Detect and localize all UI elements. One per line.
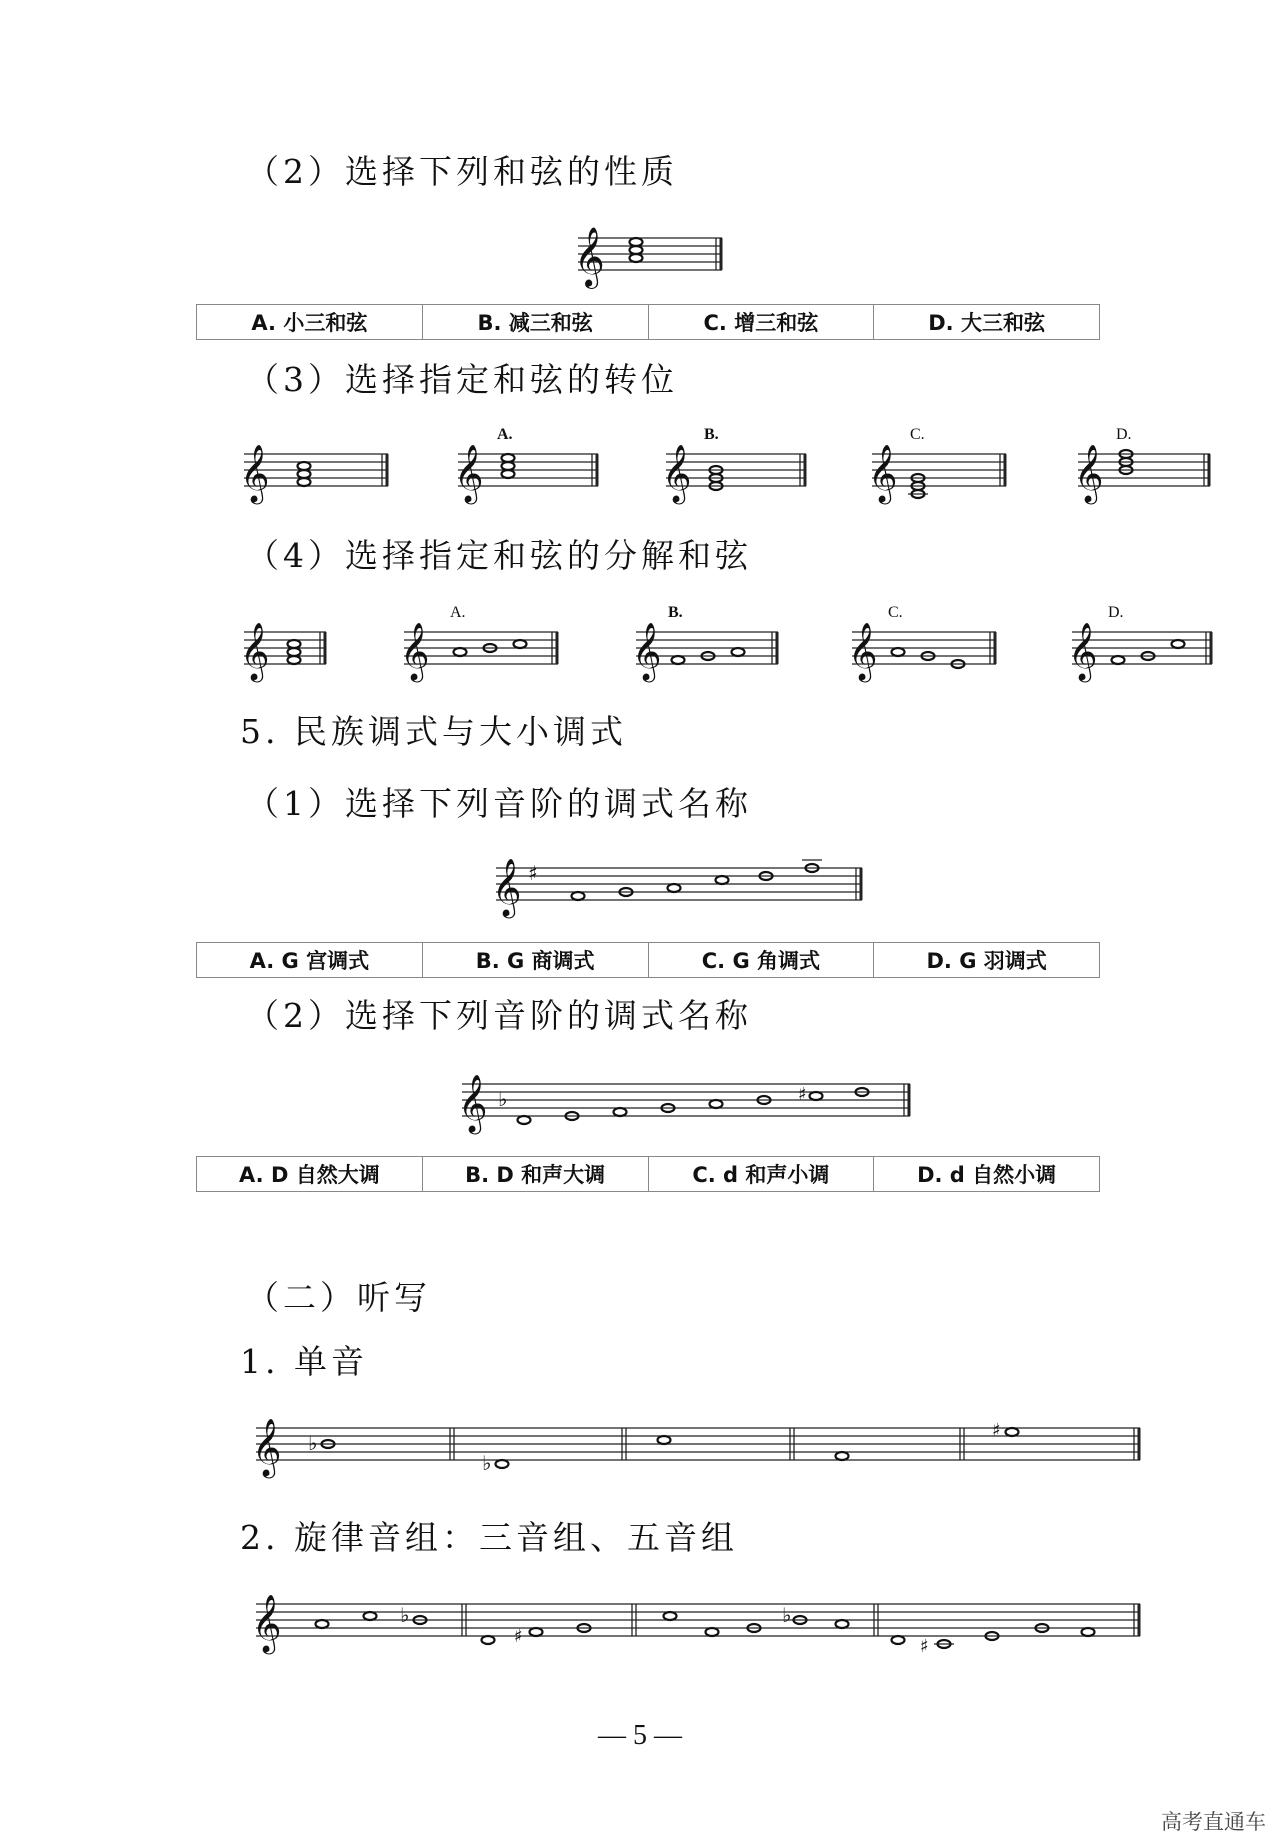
treble-clef-icon: 𝄞 [1068, 622, 1098, 680]
flat-icon: ♭ [400, 1603, 410, 1627]
option-label-a: A. [450, 604, 466, 621]
option-c[interactable]: C. d 和声小调 [648, 1157, 874, 1191]
option-c[interactable]: C. 增三和弦 [648, 305, 874, 339]
staff-broken-b[interactable] [630, 604, 790, 702]
heading-mode-2: （2）选择下列音阶的调式名称 [246, 996, 752, 1035]
sharp-icon: ♯ [514, 1626, 523, 1647]
staff-inversion-d[interactable] [1072, 426, 1222, 524]
heading-chord-quality: （2）选择下列和弦的性质 [246, 152, 678, 191]
treble-clef-icon: 𝄞 [400, 622, 430, 680]
option-d[interactable]: D. 大三和弦 [873, 305, 1099, 339]
staff-inversion-given [238, 440, 398, 510]
option-a[interactable]: A. D 自然大调 [239, 1163, 380, 1187]
treble-clef-icon: 𝄞 [868, 444, 898, 502]
heading-mode-1: （1）选择下列音阶的调式名称 [246, 784, 752, 823]
sharp-icon: ♯ [992, 1420, 1001, 1441]
treble-clef-icon: 𝄞 [240, 444, 270, 502]
mode2-options [196, 1156, 1100, 1192]
option-label-b: B. [704, 426, 719, 443]
option-d[interactable]: D. G 羽调式 [873, 943, 1099, 977]
option-b[interactable]: B. G 商调式 [422, 943, 648, 977]
option-label-d: D. [1108, 604, 1124, 621]
staff-broken-given [238, 618, 338, 688]
treble-clef-icon: 𝄞 [252, 1418, 282, 1476]
treble-clef-icon: 𝄞 [662, 444, 692, 502]
flat-icon: ♭ [782, 1603, 792, 1627]
flat-icon: ♭ [498, 1087, 508, 1111]
watermark: 高考直通车 [1161, 1810, 1266, 1834]
treble-clef-icon: 𝄞 [1074, 444, 1104, 502]
option-c[interactable]: C. G 角调式 [648, 943, 874, 977]
option-label-d: D. [1116, 426, 1132, 443]
option-d[interactable]: D. d 自然小调 [873, 1157, 1099, 1191]
staff-inversion-b[interactable] [660, 426, 820, 524]
heading-broken-chord: （4）选择指定和弦的分解和弦 [246, 536, 752, 575]
staff-broken-c[interactable] [846, 604, 1006, 702]
staff-inversion-c[interactable] [866, 426, 1026, 524]
staff-broken-a[interactable] [398, 604, 568, 702]
option-label-c: C. [888, 604, 903, 621]
staff-scale-d [456, 1066, 916, 1146]
treble-clef-icon: 𝄞 [458, 1074, 488, 1132]
treble-clef-icon: 𝄞 [848, 622, 878, 680]
sharp-icon: ♯ [798, 1084, 807, 1105]
mode1-options [196, 942, 1100, 978]
option-a[interactable]: A. G 宫调式 [249, 949, 370, 973]
option-label-c: C. [910, 426, 925, 443]
staff-chord-quality [570, 228, 730, 288]
option-b[interactable]: B. 减三和弦 [422, 305, 648, 339]
sharp-icon: ♯ [920, 1636, 929, 1657]
staff-inversion-a[interactable] [452, 426, 612, 524]
staff-single-notes [250, 1410, 1150, 1490]
treble-clef-icon: 𝄞 [454, 444, 484, 502]
option-a[interactable]: A. 小三和弦 [251, 311, 368, 335]
heading-single-note: 1. 单音 [240, 1342, 368, 1381]
treble-clef-icon: 𝄞 [492, 858, 522, 916]
option-label-b: B. [668, 604, 683, 621]
treble-clef-icon: 𝄞 [574, 227, 605, 287]
staff-scale-g [490, 850, 870, 930]
flat-icon: ♭ [482, 1451, 492, 1475]
chord-quality-options [196, 304, 1100, 340]
heading-melodic-groups: 2. 旋律音组：三音组、五音组 [240, 1518, 738, 1557]
staff-broken-d[interactable] [1066, 604, 1226, 702]
option-label-a: A. [497, 426, 513, 443]
option-b[interactable]: B. D 和声大调 [422, 1157, 648, 1191]
sharp-icon: ♯ [528, 861, 538, 885]
heading-dictation: （二）听写 [246, 1278, 431, 1317]
treble-clef-icon: 𝄞 [252, 1594, 282, 1652]
treble-clef-icon: 𝄞 [632, 622, 662, 680]
treble-clef-icon: 𝄞 [240, 622, 270, 680]
heading-modes: 5. 民族调式与大小调式 [240, 712, 627, 751]
heading-inversion: （3）选择指定和弦的转位 [246, 360, 678, 399]
flat-icon: ♭ [308, 1431, 318, 1455]
page-number: — 5 — [598, 1720, 682, 1751]
staff-melodic-groups [250, 1586, 1150, 1670]
